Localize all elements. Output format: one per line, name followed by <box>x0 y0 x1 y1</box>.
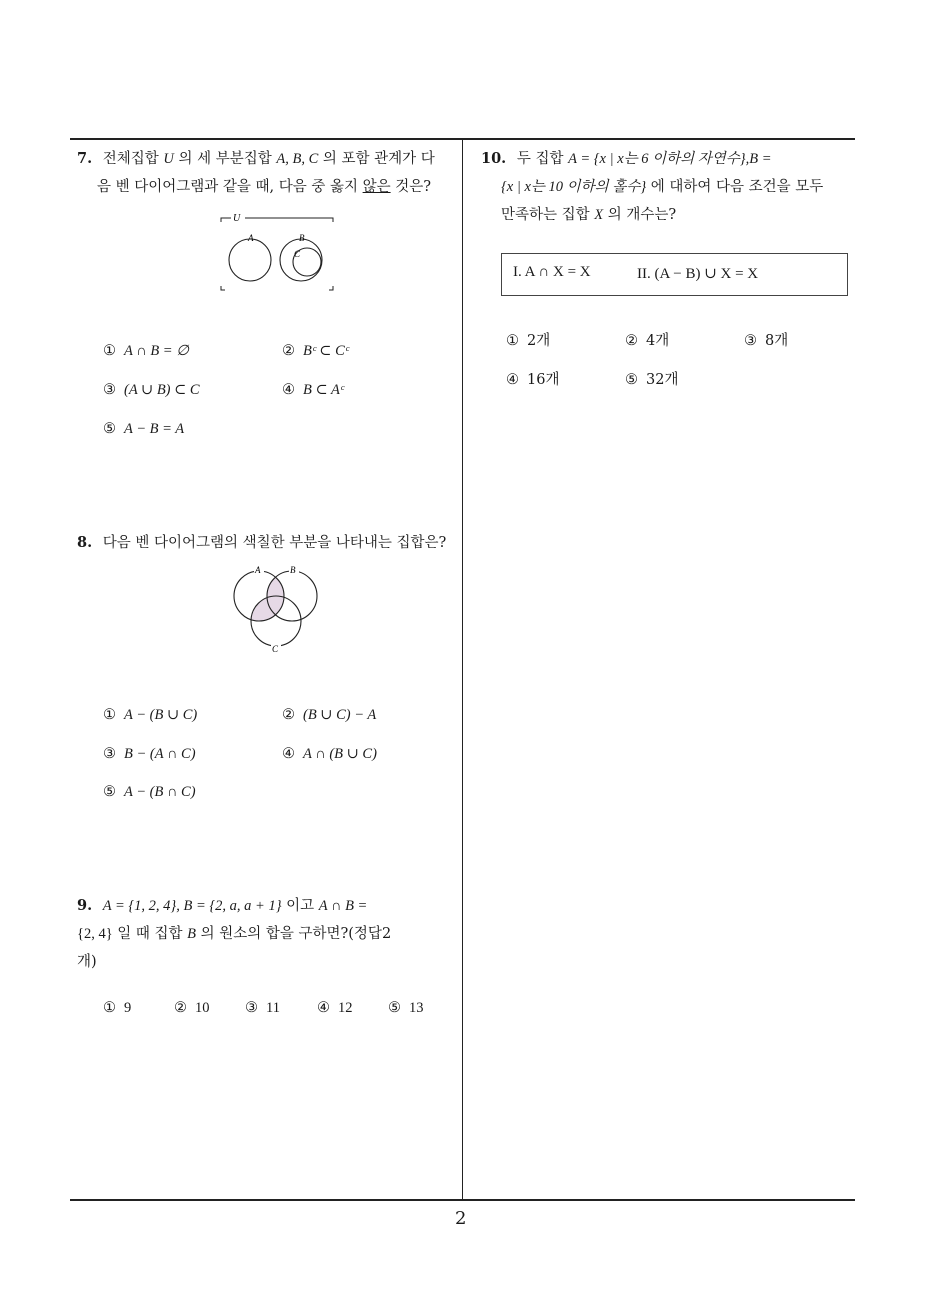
q10-choice-5[interactable] <box>625 368 678 389</box>
choice-number: ⑤ <box>103 421 116 437</box>
choice-expr: B ⊂ Aᶜ <box>303 382 344 398</box>
q9-math: A = {1, 2, 4}, B = {2, a, a + 1} <box>102 898 282 914</box>
choice-number: ⑤ <box>388 1000 401 1016</box>
q7-sets: A, B, C <box>276 151 319 167</box>
q9-text: 이고 <box>286 898 315 914</box>
question-7 <box>77 145 457 201</box>
choice-number: ④ <box>317 1000 330 1016</box>
choice-expr: A − B = A <box>124 421 185 437</box>
q10-text: 만족하는 집합 <box>501 207 590 223</box>
q8-number: 8. <box>77 534 93 551</box>
q7-line1 <box>77 145 457 173</box>
q9-choice-4[interactable] <box>317 1000 353 1017</box>
choice-number: ③ <box>245 1000 258 1016</box>
choice-number: ⑤ <box>625 372 638 388</box>
choice-value: 9 <box>124 1000 132 1016</box>
choice-number: ④ <box>282 746 295 762</box>
q10-line2 <box>481 173 861 201</box>
q7-set-u: U <box>163 151 174 167</box>
choice-number: ② <box>282 343 295 359</box>
choice-number: ② <box>282 707 295 723</box>
q8-label-c: C <box>272 644 279 654</box>
q8-text: 다음 벤 다이어그램의 색칠한 부분을 나타내는 집합은? <box>102 535 447 551</box>
choice-expr: A − (B ∪ C) <box>124 707 198 723</box>
choice-number: ① <box>103 1000 116 1016</box>
q7-label-u: U <box>233 213 241 224</box>
choice-number: ① <box>506 333 519 349</box>
bottom-rule <box>70 1199 855 1201</box>
q7-label-b: B <box>299 233 305 243</box>
q10-choice-1[interactable] <box>506 329 550 350</box>
q7-text: 것은? <box>395 179 432 195</box>
q9-math: A ∩ B = <box>318 898 368 914</box>
q7-choice-3[interactable] <box>103 382 200 399</box>
q7-choice-1[interactable] <box>103 343 189 360</box>
q10-text: 두 집합 <box>516 151 564 167</box>
q10-conditions-box <box>501 253 848 296</box>
choice-number: ④ <box>282 382 295 398</box>
choice-expr: (B ∪ C) − A <box>303 707 377 723</box>
q10-choice-2[interactable] <box>625 329 669 350</box>
q9-choice-3[interactable] <box>245 1000 280 1017</box>
choice-number: ② <box>625 333 638 349</box>
question-8 <box>77 529 446 557</box>
choice-value: 16개 <box>527 372 560 388</box>
q9-math: {2, 4} <box>77 926 113 942</box>
choice-number: ① <box>103 343 116 359</box>
q8-label-a: A <box>255 565 261 575</box>
q10-choice-3[interactable] <box>744 329 788 350</box>
choice-value: 12 <box>338 1000 353 1016</box>
q8-choice-2[interactable] <box>282 707 376 724</box>
q8-choice-4[interactable] <box>282 746 377 763</box>
choice-number: ② <box>174 1000 187 1016</box>
q7-choice-5[interactable] <box>103 421 184 438</box>
q9-math: B <box>187 926 196 942</box>
q7-text: 전체집합 <box>102 151 159 167</box>
choice-value: 8개 <box>765 333 789 349</box>
q8-choice-5[interactable] <box>103 784 196 801</box>
q9-choice-5[interactable] <box>388 1000 424 1017</box>
choice-number: ④ <box>506 372 519 388</box>
q7-label-a: A <box>248 233 254 243</box>
choice-expr: Bᶜ ⊂ Cᶜ <box>303 343 349 359</box>
q9-line2 <box>77 920 462 948</box>
q10-line1 <box>481 145 861 173</box>
choice-number: ③ <box>103 746 116 762</box>
q9-choice-2[interactable] <box>174 1000 210 1017</box>
q8-label-b: B <box>290 565 296 575</box>
page-number: 2 <box>455 1208 467 1229</box>
q8-choice-3[interactable] <box>103 746 196 763</box>
q7-line2 <box>77 173 457 201</box>
q10-math: X <box>594 207 604 223</box>
q8-venn-diagram <box>228 560 326 660</box>
choice-expr: A − (B ∩ C) <box>124 784 196 800</box>
q7-choice-2[interactable] <box>282 343 349 360</box>
q7-text: 의 세 부분집합 <box>178 151 272 167</box>
q8-choice-1[interactable] <box>103 707 197 724</box>
choice-number: ① <box>103 707 116 723</box>
q7-text: 음 벤 다이어그램과 같을 때, 다음 중 옳지 <box>97 179 358 195</box>
q9-number: 9. <box>77 897 93 914</box>
q10-number: 10. <box>481 150 507 167</box>
choice-expr: A ∩ B = ∅ <box>124 343 189 359</box>
q7-text: 의 포함 관계가 다 <box>322 151 435 167</box>
q7-label-c: C <box>294 249 301 259</box>
q9-text: 일 때 집합 <box>117 926 183 942</box>
choice-number: ⑤ <box>103 784 116 800</box>
question-9 <box>77 892 462 976</box>
q10-math: {x | x는 10 이하의 홀수} <box>501 179 647 195</box>
choice-value: 32개 <box>646 372 679 388</box>
q10-math: A = {x | x는 6 이하의 자연수},B = <box>568 151 772 167</box>
choice-value: 10 <box>195 1000 210 1016</box>
q7-choice-4[interactable] <box>282 382 344 399</box>
q9-line1 <box>77 892 462 920</box>
q10-condition-2: II. (A − B) ∪ X = X <box>637 266 759 282</box>
choice-number: ③ <box>744 333 757 349</box>
q10-condition-1: I. A ∩ X = X <box>513 264 591 280</box>
choice-expr: (A ∪ B) ⊂ C <box>124 382 200 398</box>
q10-line3 <box>481 201 861 229</box>
choice-expr: A ∩ (B ∪ C) <box>303 746 377 762</box>
q7-circle-a <box>229 239 271 281</box>
choice-value: 11 <box>266 1000 280 1016</box>
q7-number: 7. <box>77 150 93 167</box>
choice-number: ③ <box>103 382 116 398</box>
choice-value: 2개 <box>527 333 551 349</box>
q9-text: 의 원소의 합을 구하면?(정답2 <box>200 926 392 942</box>
column-divider <box>462 138 463 1200</box>
q7-venn-diagram <box>215 210 340 298</box>
choice-value: 4개 <box>646 333 670 349</box>
q9-choice-1[interactable] <box>103 1000 131 1017</box>
q10-text: 에 대하여 다음 조건을 모두 <box>650 179 824 195</box>
q7-underlined-text: 않은 <box>362 179 391 195</box>
choice-expr: B − (A ∩ C) <box>124 746 196 762</box>
choice-value: 13 <box>409 1000 424 1016</box>
q9-line3: 개) <box>77 954 97 970</box>
q10-choice-4[interactable] <box>506 368 559 389</box>
question-10 <box>481 145 861 229</box>
q10-text: 의 개수는? <box>607 207 677 223</box>
